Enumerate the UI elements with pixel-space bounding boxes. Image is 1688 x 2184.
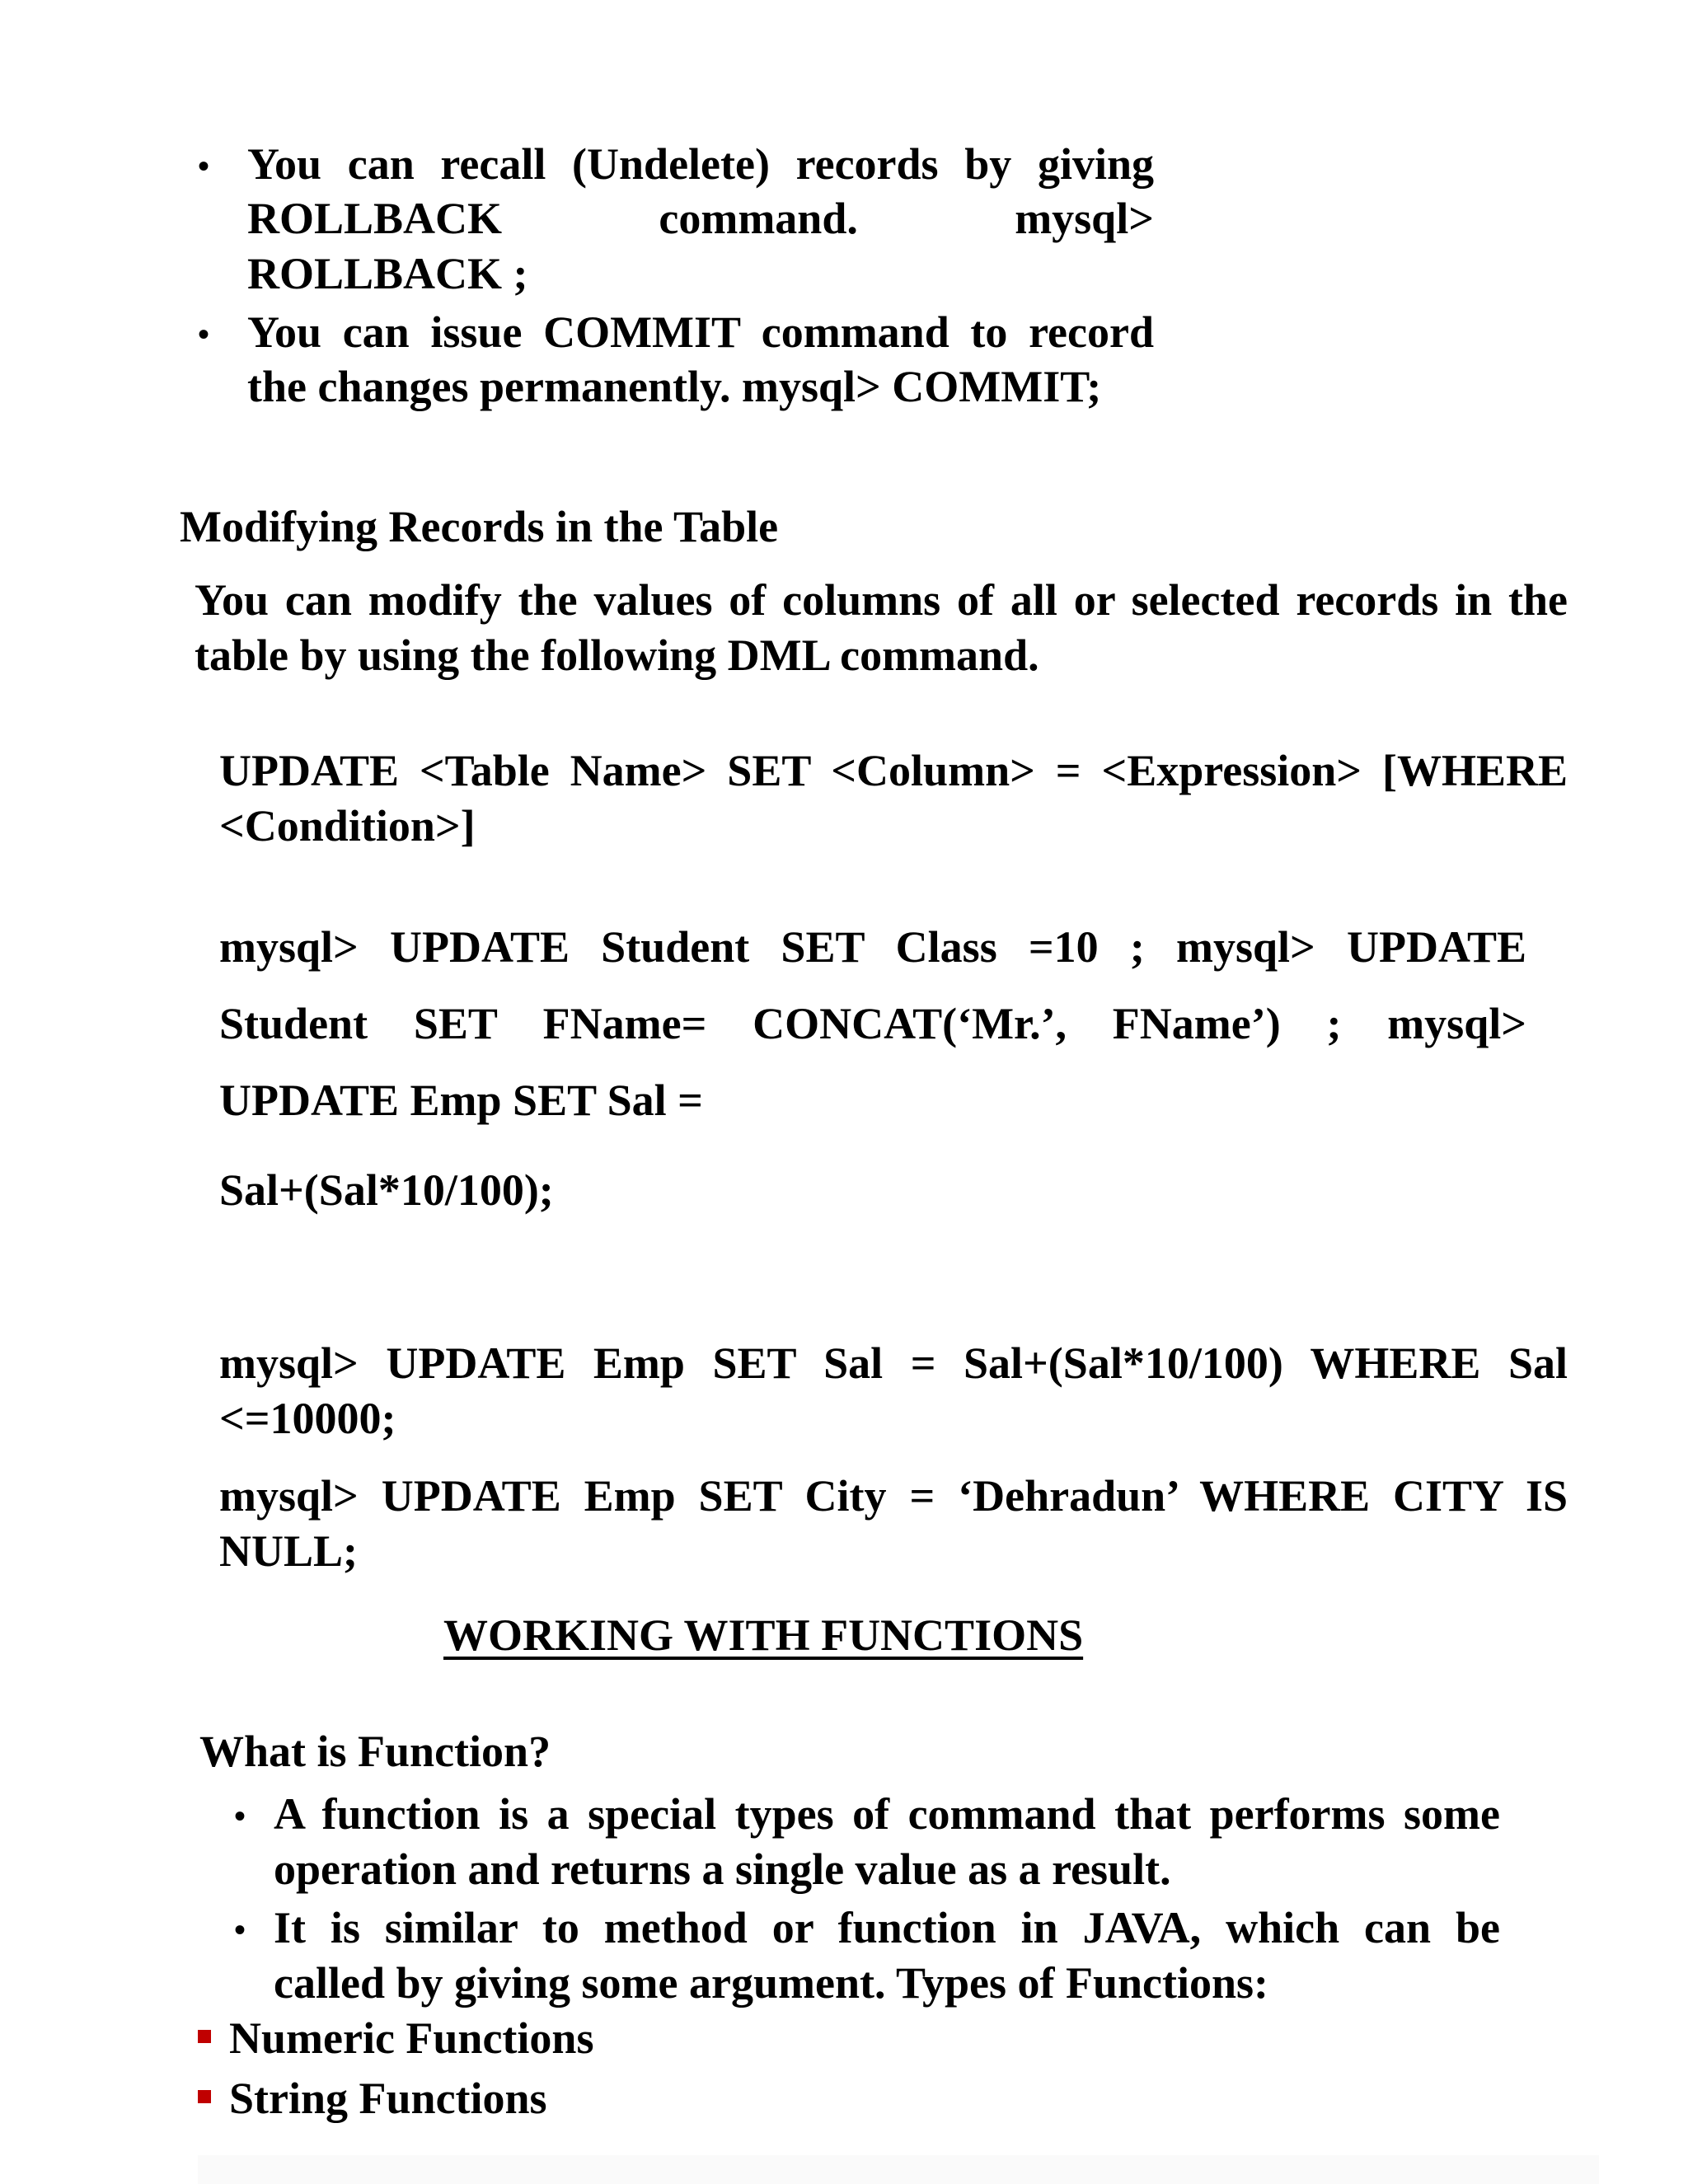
bullet-text-line: ROLLBACK ; — [247, 249, 528, 298]
code-example-line: <=10000; — [219, 1394, 396, 1443]
code-example-line: mysql> UPDATE Emp SET Sal = Sal+(Sal*10/100) WHERE Sal — [219, 1338, 1568, 1388]
question-heading: What is Function? — [199, 1727, 551, 1776]
bullet-marker: • — [234, 1797, 246, 1835]
syntax-line: <Condition>] — [219, 801, 476, 851]
square-bullet-icon — [198, 2090, 211, 2103]
function-type-item: String Functions — [229, 2074, 547, 2123]
paragraph-line: table by using the following DML command. — [195, 630, 1039, 680]
code-example-line: UPDATE Emp SET Sal = — [219, 1076, 703, 1125]
code-example-line: mysql> UPDATE Student SET Class =10 ; mysql> UPDATE — [219, 922, 1526, 972]
page-bottom-shade — [198, 2155, 1599, 2184]
syntax-line: UPDATE <Table Name> SET <Column> = <Expression> [WHERE — [219, 746, 1568, 795]
code-example-line: Sal+(Sal*10/100); — [219, 1165, 554, 1215]
bullet-text-line: It is similar to method or function in JAVA, which can be — [274, 1903, 1500, 1952]
bullet-text-line: You can issue COMMIT command to record — [247, 307, 1154, 357]
bullet-text-line: called by giving some argument. Types of Functions: — [274, 1958, 1269, 2008]
bullet-marker: • — [198, 148, 210, 185]
bullet-text-line: ROLLBACK command. mysql> — [247, 194, 1154, 243]
section-heading: Modifying Records in the Table — [180, 502, 779, 551]
paragraph-line: You can modify the values of columns of all or selected records in the — [195, 575, 1568, 625]
bullet-text-line: A function is a special types of command that performs some — [274, 1789, 1500, 1839]
code-example-line: mysql> UPDATE Emp SET City = ‘Dehradun’ WHERE CITY IS — [219, 1471, 1568, 1521]
square-bullet-icon — [198, 2030, 211, 2043]
bullet-marker: • — [198, 316, 210, 353]
code-example-line: NULL; — [219, 1526, 359, 1576]
bullet-text-line: operation and returns a single value as a result. — [274, 1844, 1171, 1894]
code-example-line: Student SET FName= CONCAT(‘Mr.’, FName’) ; mysql> — [219, 999, 1526, 1048]
bullet-text-line: the changes permanently. mysql> COMMIT; — [247, 362, 1102, 411]
section-title: WORKING WITH FUNCTIONS — [443, 1610, 1084, 1660]
bullet-text-line: You can recall (Undelete) records by giving — [247, 139, 1154, 189]
function-type-item: Numeric Functions — [229, 2013, 594, 2063]
bullet-marker: • — [234, 1911, 246, 1948]
